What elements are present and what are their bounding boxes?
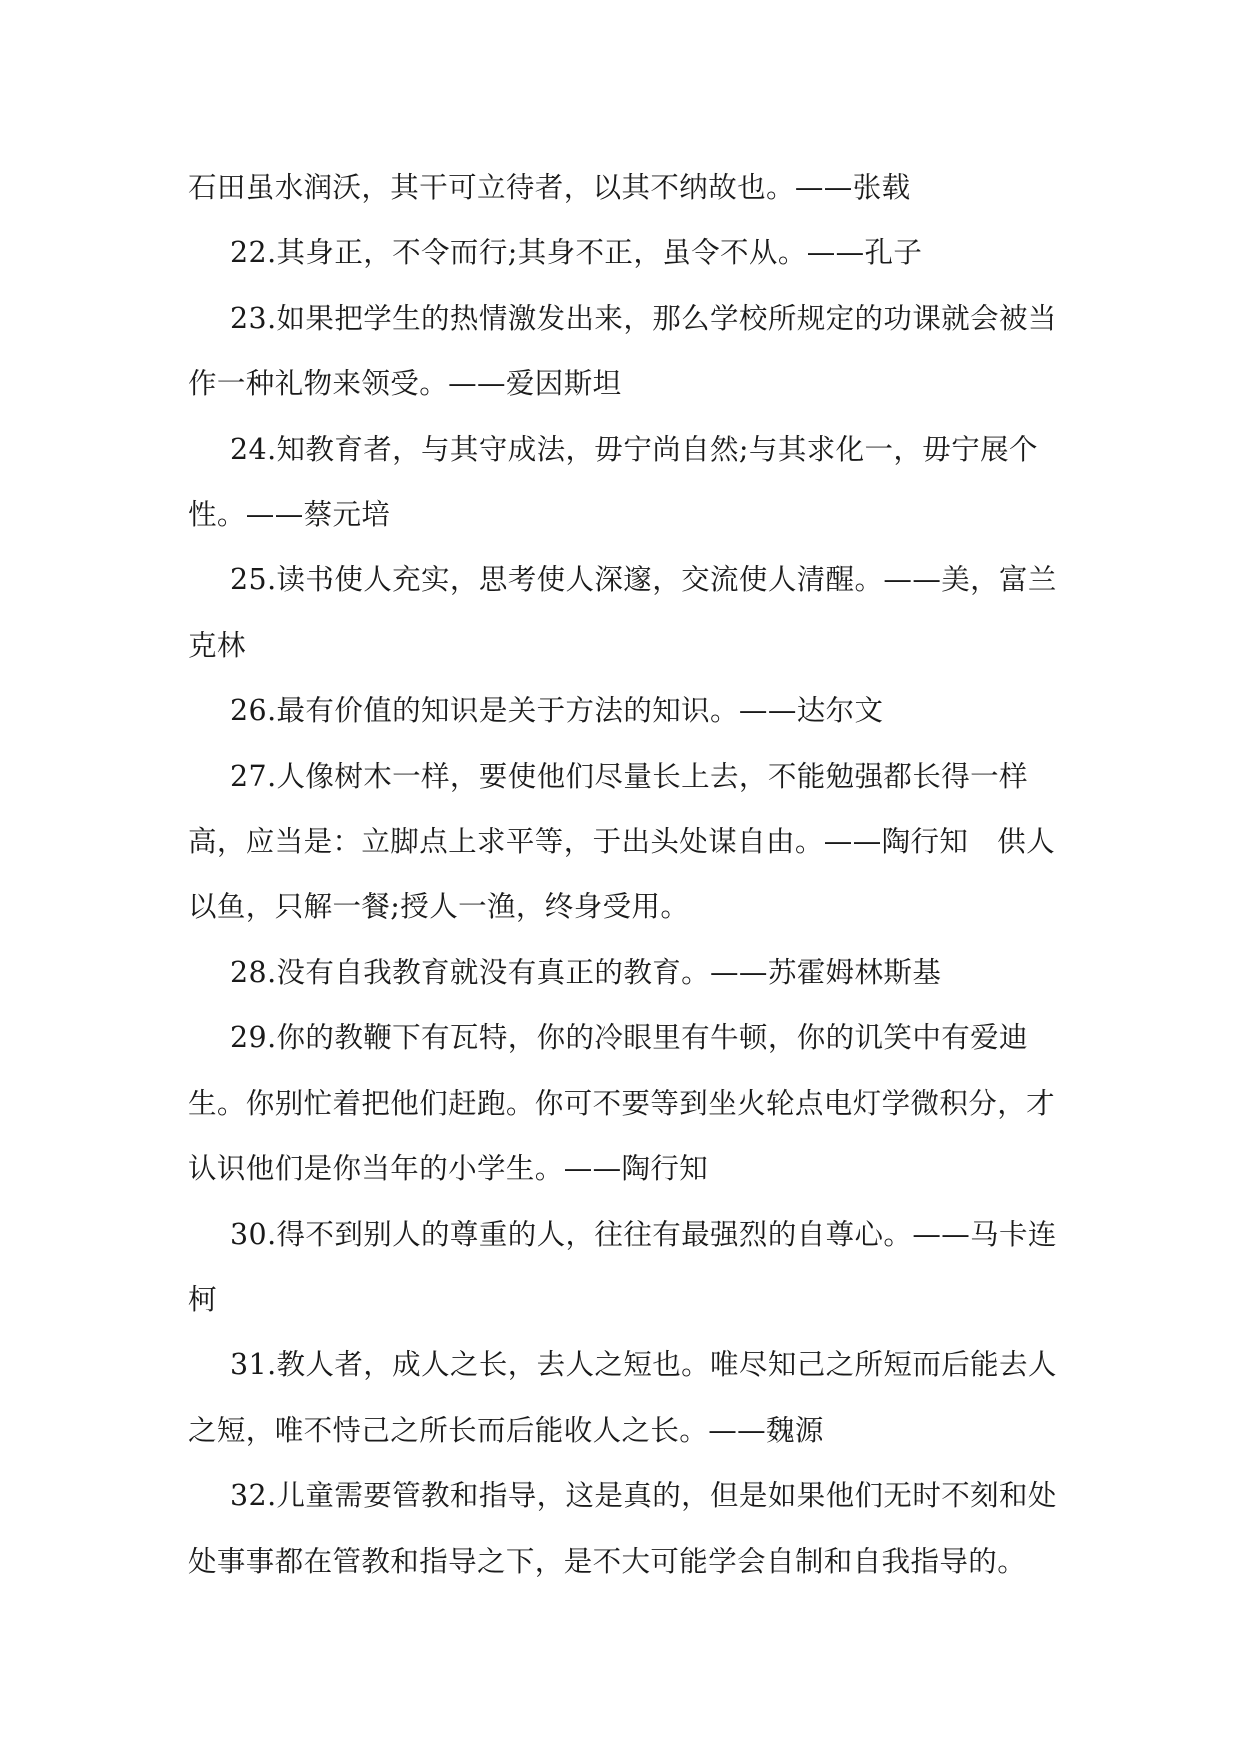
quote-32: 32.儿童需要管教和指导，这是真的，但是如果他们无时不刻和处处事事都在管教和指导之下，是不大可能学会自制和自我指导的。 bbox=[188, 1479, 1057, 1578]
quote-31: 31.教人者，成人之长，去人之短也。唯尽知己之所短而后能去人之短，唯不恃己之所长而后能收人之长。——魏源 bbox=[188, 1348, 1057, 1447]
document-body bbox=[188, 155, 1068, 1594]
paragraph-continuation: 石田虽水润沃，其干可立待者，以其不纳故也。——张载 bbox=[188, 171, 911, 204]
quote-29: 29.你的教鞭下有瓦特，你的冷眼里有牛顿，你的讥笑中有爱迪生。你别忙着把他们赶跑。你可不要等到坐火轮点电灯学微积分，才认识他们是你当年的小学生。——陶行知 bbox=[188, 1021, 1056, 1186]
quote-26: 26.最有价值的知识是关于方法的知识。——达尔文 bbox=[230, 694, 884, 728]
quote-24: 24.知教育者，与其守成法，毋宁尚自然;与其求化一，毋宁展个性。——蔡元培 bbox=[188, 432, 1038, 532]
quote-30: 30.得不到别人的尊重的人，往往有最强烈的自尊心。——马卡连柯 bbox=[188, 1217, 1057, 1316]
quote-27: 27.人像树木一样，要使他们尽量长上去，不能勉强都长得一样高，应当是：立脚点上求平等，于出头处谋自由。——陶行知 供人以鱼，只解一餐;授人一渔，终身受用。 bbox=[188, 759, 1056, 924]
quote-23: 23.如果把学生的热情激发出来，那么学校所规定的功课就会被当作一种礼物来领受。——爱因斯坦 bbox=[188, 301, 1057, 401]
quote-25: 25.读书使人充实，思考使人深邃，交流使人清醒。——美，富兰克林 bbox=[188, 563, 1057, 662]
quote-22: 22.其身正，不令而行;其身不正，虽令不从。——孔子 bbox=[230, 236, 923, 270]
quote-28: 28.没有自我教育就没有真正的教育。——苏霍姆林斯基 bbox=[230, 955, 942, 989]
